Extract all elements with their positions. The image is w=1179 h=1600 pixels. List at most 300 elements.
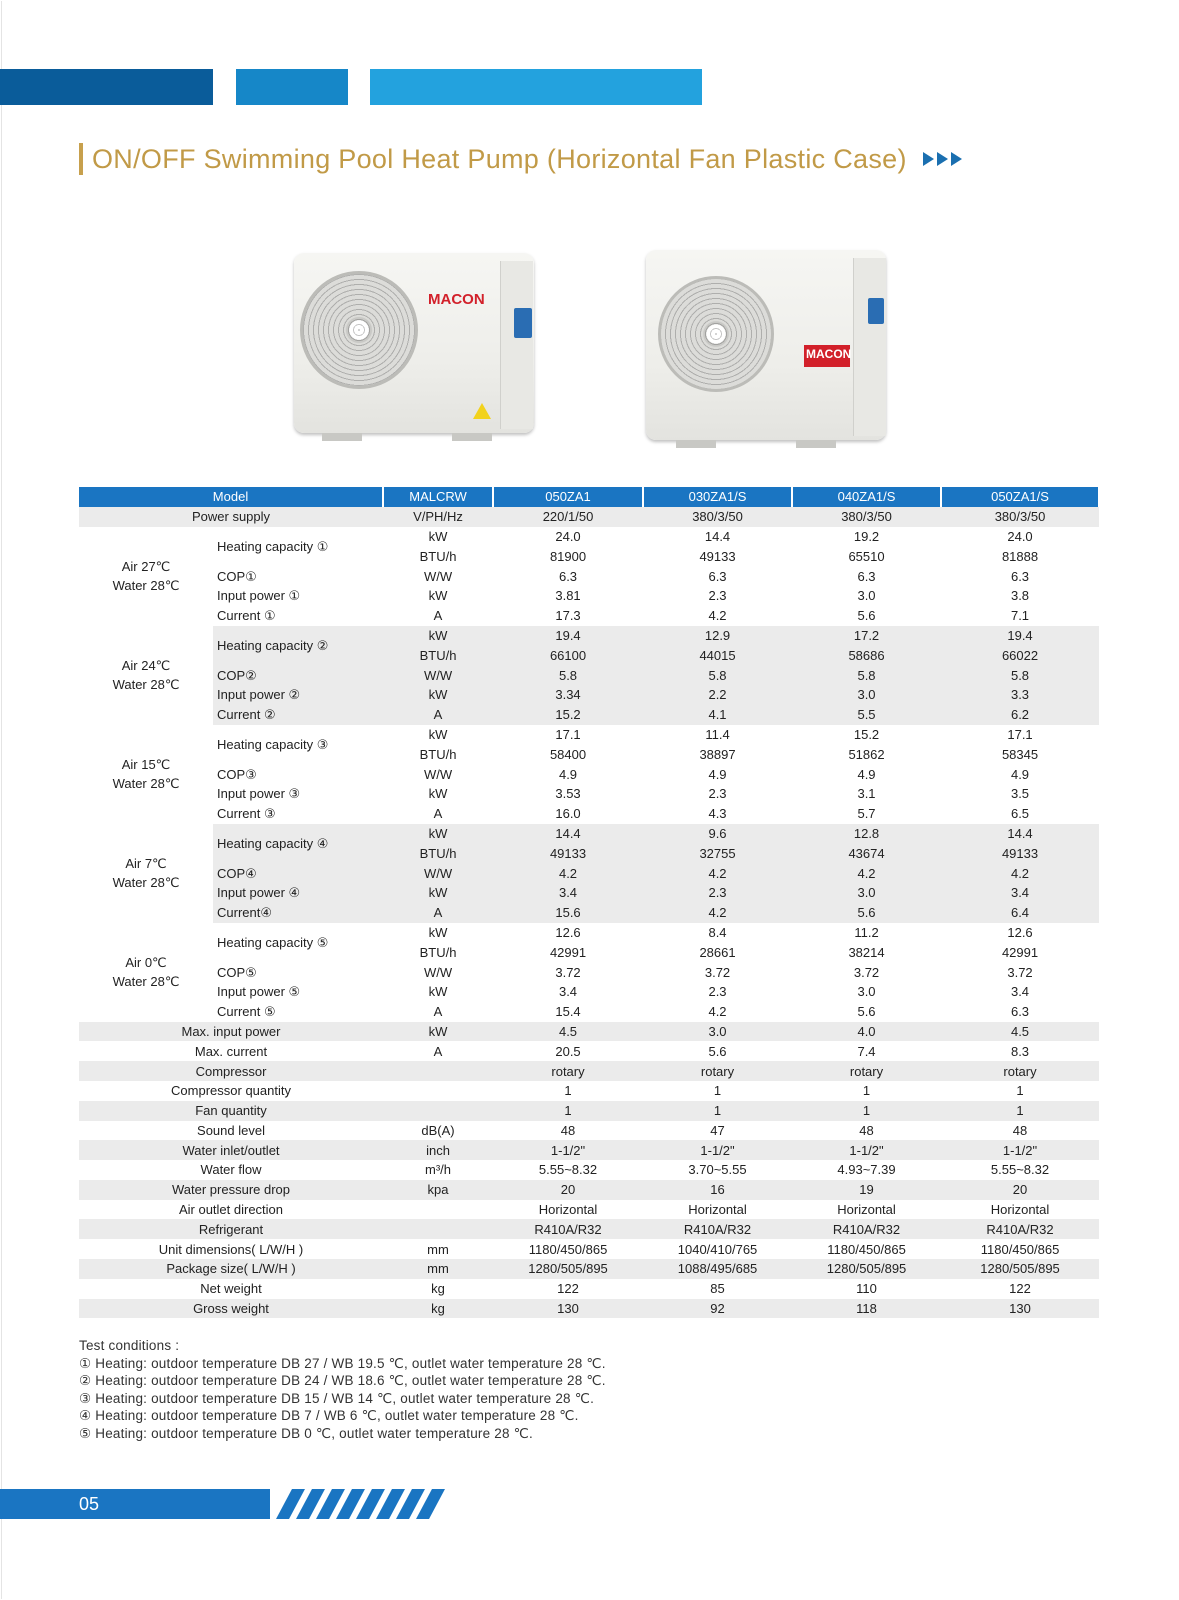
table-row [79,1081,1099,1101]
condition-cell [79,626,213,725]
condition-cell [79,824,213,923]
value-cell: rotary [792,1061,941,1081]
brand-logo: MACON [428,291,485,308]
value-cell: 1 [941,1101,1099,1121]
page-number: 05 [79,1494,100,1514]
value-cell: 1-1/2" [493,1140,643,1160]
value-cell: 380/3/50 [792,507,941,527]
fan-icon [300,271,418,389]
table-row [79,863,1099,883]
value-cell: 19.4 [493,626,643,646]
value-cell: 20.5 [555,1043,581,1059]
value-cell: 3.70~5.55 [688,1162,747,1178]
value-cell: 4.9 [857,766,876,782]
value-cell: rotary [493,1061,643,1081]
row-label: Max. input power [79,1022,383,1042]
value-cell: 38897 [699,746,736,762]
value-cell: 6.3 [1010,568,1030,584]
unit-cell: mm [383,1259,493,1279]
control-box-icon [514,308,532,338]
value-cell: 48 [560,1122,576,1138]
row-label: Input power ④ [213,883,383,903]
header-cell: 040ZA1/S [792,487,941,507]
unit-cell: kW [428,924,448,940]
unit-cell: kW [383,1022,493,1042]
value-cell: 42991 [1001,944,1039,960]
value-cell: 4.3 [708,806,727,822]
table-row [79,1121,1099,1141]
header-bar-mid [236,69,348,105]
value-cell: 12.6 [1007,924,1033,940]
value-cell: 5.8 [792,665,941,685]
table-row [79,962,1099,982]
value-cell: 4.2 [708,608,727,624]
value-cell: 49133 [941,843,1099,863]
value-cell: 28661 [699,944,736,960]
product-image-1 [292,253,542,453]
unit-cell: A [433,1043,443,1059]
table-row [79,1140,1099,1160]
value-cell: 7.4 [857,1043,876,1059]
unit-cell: W/W [423,568,453,584]
value-cell: 5.6 [792,903,941,923]
value-cell: 130 [493,1299,643,1319]
value-cell: 5.55~8.32 [990,1162,1050,1178]
value-cell: 2.3 [643,883,792,903]
row-label: Power supply [79,507,383,527]
value-cell: 12.9 [643,626,792,646]
unit-cell: W/W [383,863,493,883]
table-row [79,487,1099,507]
value-cell: 110 [856,1281,877,1297]
value-cell: 32755 [643,843,792,863]
row-label: Max. current [194,1043,268,1059]
value-cell: 58400 [549,746,587,762]
brand-logo: MACON [806,347,852,361]
value-cell: 3.4 [493,883,643,903]
value-cell: 3.3 [941,685,1099,705]
value-cell: 3.8 [1010,588,1030,604]
value-cell: 17.2 [792,626,941,646]
condition-water: Water 28℃ [112,875,180,891]
value-cell: R410A/R32 [792,1219,941,1239]
value-cell: 4.2 [493,863,643,883]
row-label: Package size( L/W/H ) [79,1259,383,1279]
value-cell: 1 [792,1101,941,1121]
table-row [79,1022,1099,1042]
value-cell: 1 [1016,1083,1024,1099]
value-cell: rotary [643,1061,792,1081]
title-accent-bar [79,143,83,175]
header-cell: 050ZA1/S [941,487,1099,507]
value-cell: 6.3 [558,568,578,584]
value-cell: 380/3/50 [643,507,792,527]
value-cell: 11.4 [705,726,730,742]
value-cell: 122 [557,1281,579,1297]
value-cell: 58686 [792,645,941,665]
triple-triangle-right-icon [923,152,962,166]
value-cell: 19.2 [853,528,880,544]
value-cell: 1180/450/865 [980,1241,1060,1257]
value-cell: 11.2 [854,924,879,940]
value-cell: 5.55~8.32 [538,1162,598,1178]
page-title: ON/OFF Swimming Pool Heat Pump (Horizontal Fan Plastic Case) [92,143,907,174]
header-bar-light [370,69,702,105]
value-cell: 14.4 [493,824,643,844]
row-label: Input power ① [217,588,301,604]
unit-cell: A [433,806,443,822]
row-label: Refrigerant [79,1219,383,1239]
value-cell: 5.6 [708,1043,727,1059]
value-cell: 3.72 [704,964,731,980]
value-cell: 3.4 [558,984,578,1000]
table-row [79,1279,1099,1299]
value-cell: 3.53 [555,786,581,802]
value-cell: 14.4 [704,528,731,544]
unit-cell: A [383,903,493,923]
unit-cell: W/W [383,665,493,685]
value-cell: 47 [710,1122,725,1138]
value-cell: R410A/R32 [941,1219,1099,1239]
table-row [79,725,1099,745]
value-cell: 15.6 [493,903,643,923]
value-cell: 17.3 [555,608,581,624]
value-cell: 81888 [1001,548,1039,564]
header-bar-dark [0,69,213,105]
row-label: Current ⑤ [217,1004,276,1020]
value-cell: 1280/505/895 [941,1259,1099,1279]
value-cell: 1 [564,1083,572,1099]
row-label: Current ② [213,705,383,725]
condition-cell [79,923,213,1022]
unit-cell [383,1081,493,1101]
unit-cell: A [433,608,443,624]
unit-cell: kW [383,883,493,903]
value-cell: 3.72 [1007,964,1033,980]
value-cell: 220/1/50 [493,507,643,527]
table-row [79,1299,1099,1319]
value-cell: 3.1 [857,786,876,802]
condition-air: Air 0℃ [125,955,167,971]
value-cell: 8.3 [1010,1043,1030,1059]
condition-air: Air 27℃ [121,559,171,575]
value-cell: 5.8 [493,665,643,685]
row-label: Water pressure drop [79,1180,383,1200]
table-row [79,1219,1099,1239]
value-cell: 6.3 [1010,1004,1030,1020]
value-cell: 15.4 [555,1004,581,1020]
table-row [79,705,1099,725]
table-row [79,1160,1099,1180]
condition-air: Air 15℃ [121,757,171,773]
value-cell: 4.9 [558,766,578,782]
value-cell: 4.2 [643,903,792,923]
value-cell: 4.93~7.39 [837,1162,896,1178]
table-row [79,507,1099,527]
value-cell: 9.6 [643,824,792,844]
table-row [79,665,1099,685]
test-condition-line: ⑤ Heating: outdoor temperature DB 0 ℃, outlet water temperature 28 ℃. [79,1425,533,1441]
table-row [79,1239,1099,1259]
value-cell: 1 [493,1101,643,1121]
test-condition-line: ② Heating: outdoor temperature DB 24 / WB 18.6 ℃, outlet water temperature 28 ℃. [79,1373,606,1389]
value-cell: 24.0 [1007,528,1033,544]
table-row [79,1259,1099,1279]
unit-cell [383,1101,493,1121]
value-cell: 19.4 [941,626,1099,646]
value-cell: 4.2 [792,863,941,883]
test-conditions [79,1337,606,1443]
value-cell: 1280/505/895 [493,1259,643,1279]
row-label: Fan quantity [79,1101,383,1121]
value-cell: 48 [859,1122,874,1138]
unit-cell: A [383,705,493,725]
value-cell: Horizontal [688,1202,747,1218]
heating-capacity-label: Heating capacity ① [217,538,329,554]
value-cell: 4.2 [708,1004,727,1020]
value-cell: 20 [941,1180,1099,1200]
value-cell: 3.0 [857,984,876,1000]
unit-cell: kW [428,528,448,544]
test-condition-line: ① Heating: outdoor temperature DB 27 / WB 19.5 ℃, outlet water temperature 28 ℃. [79,1355,606,1371]
value-cell: 3.5 [1010,786,1030,802]
value-cell: 15.2 [493,705,643,725]
value-cell: 3.0 [857,588,876,604]
condition-cell [79,725,213,824]
value-cell: 1 [862,1083,871,1099]
value-cell: R410A/R32 [643,1219,792,1239]
table-row [79,1002,1099,1022]
value-cell: 48 [1012,1122,1028,1138]
value-cell: 1180/450/865 [528,1241,608,1257]
table-row [79,982,1099,1002]
unit-cell: kW [383,824,493,844]
value-cell: 14.4 [941,824,1099,844]
unit-cell: BTU/h [419,746,457,762]
value-cell: 38214 [848,944,885,960]
value-cell: 20 [493,1180,643,1200]
value-cell: 42991 [549,944,587,960]
value-cell: 15.2 [853,726,880,742]
heating-capacity-label: Heating capacity ③ [217,736,329,752]
unit-cell: BTU/h [383,843,493,863]
row-label: Air outlet direction [178,1202,284,1218]
value-cell: 51862 [848,746,885,762]
heating-capacity-label: Heating capacity ⑤ [217,934,329,950]
value-cell: 3.72 [853,964,880,980]
value-cell: 4.9 [1010,766,1030,782]
table-row [79,1180,1099,1200]
table-row [79,586,1099,606]
value-cell: 6.3 [708,568,727,584]
table-row [79,1041,1099,1061]
value-cell: 4.2 [643,863,792,883]
value-cell: 3.34 [493,685,643,705]
value-cell: 6.4 [941,903,1099,923]
value-cell: 3.0 [643,1022,792,1042]
value-cell: 49133 [699,548,736,564]
value-cell: 1-1/2" [941,1140,1099,1160]
table-row [79,1101,1099,1121]
value-cell: 6.5 [1010,806,1030,822]
spec-table [79,487,1100,1318]
table-row [79,784,1099,804]
unit-cell: kg [383,1299,493,1319]
footer-bar [0,1489,270,1519]
value-cell: 5.6 [857,1004,876,1020]
value-cell: rotary [941,1061,1099,1081]
condition-water: Water 28℃ [112,677,180,693]
header-model: Model [79,487,383,507]
value-cell: 1088/495/685 [643,1259,792,1279]
warning-icon [473,403,491,419]
row-label: COP③ [217,766,257,782]
value-cell: 122 [1009,1281,1031,1297]
value-cell: 7.1 [1010,608,1030,624]
table-row [79,606,1099,626]
row-label: Current④ [213,903,383,923]
table-row [79,883,1099,903]
row-label: Input power ⑤ [217,984,301,1000]
product-image-2 [646,248,886,453]
unit-cell: BTU/h [383,645,493,665]
table-row [79,764,1099,784]
value-cell: 4.1 [643,705,792,725]
value-cell: 8.4 [708,924,727,940]
unit-cell: V/PH/Hz [383,507,493,527]
value-cell: 6.2 [941,705,1099,725]
unit-cell [383,1061,493,1081]
unit-cell [383,1200,493,1220]
value-cell: 17.1 [555,726,581,742]
header-cell: 030ZA1/S [643,487,792,507]
value-cell: 44015 [643,645,792,665]
unit-cell: kpa [383,1180,493,1200]
row-label: COP① [217,568,257,584]
fan-icon [658,276,774,392]
unit-cell: kW [383,685,493,705]
unit-cell: A [433,1004,443,1020]
unit-cell: kW [428,726,448,742]
condition-water: Water 28℃ [112,776,180,792]
row-label: COP⑤ [217,964,257,980]
unit-cell: BTU/h [419,548,457,564]
value-cell: 130 [941,1299,1099,1319]
value-cell: 2.3 [708,984,727,1000]
value-cell: 6.3 [857,568,876,584]
row-label: Input power ② [213,685,383,705]
value-cell: 4.0 [792,1022,941,1042]
condition-water: Water 28℃ [112,974,180,990]
unit-cell: kW [428,984,448,1000]
value-cell: 3.4 [941,883,1099,903]
value-cell: 65510 [848,548,885,564]
footer-stripes-icon [262,1489,442,1519]
table-row [79,824,1099,844]
value-cell: 1-1/2" [643,1140,792,1160]
value-cell: 5.7 [857,806,876,822]
test-condition-line: ③ Heating: outdoor temperature DB 15 / WB 14 ℃, outlet water temperature 28 ℃. [79,1390,595,1406]
value-cell: 3.4 [1010,984,1030,1000]
value-cell: 1280/505/895 [792,1259,941,1279]
condition-water: Water 28℃ [112,578,180,594]
table-row [79,903,1099,923]
value-cell: 19 [792,1180,941,1200]
row-label: Water flow [200,1162,262,1178]
value-cell: 81900 [549,548,587,564]
unit-cell: kW [383,626,493,646]
value-cell: 66100 [493,645,643,665]
heating-capacity-label: Heating capacity ② [213,626,383,666]
table-row [79,1061,1099,1081]
value-cell: 5.6 [857,608,876,624]
value-cell: 4.9 [708,766,727,782]
value-cell: 92 [643,1299,792,1319]
value-cell: 16 [643,1180,792,1200]
unit-cell [383,1219,493,1239]
row-label: Sound level [197,1122,265,1138]
condition-air: Air 24℃ [121,658,171,674]
value-cell: 85 [710,1281,725,1297]
value-cell: 17.1 [1007,726,1033,742]
unit-cell: m³/h [425,1162,452,1178]
value-cell: Horizontal [538,1202,598,1218]
header-cell: 050ZA1 [493,487,643,507]
value-cell: 12.6 [555,924,581,940]
table-row [79,1200,1099,1220]
table-row [79,566,1099,586]
value-cell: 1040/410/765 [677,1241,758,1257]
value-cell: 66022 [941,645,1099,665]
heating-capacity-label: Heating capacity ④ [213,824,383,864]
test-conditions-heading: Test conditions : [79,1338,180,1353]
value-cell: 3.72 [555,964,581,980]
value-cell: 5.8 [941,665,1099,685]
value-cell: 12.8 [792,824,941,844]
unit-cell: kW [428,588,448,604]
table-row [79,804,1099,824]
table-row [79,685,1099,705]
row-label: Compressor [79,1061,383,1081]
value-cell: 1 [643,1101,792,1121]
value-cell: 2.2 [643,685,792,705]
value-cell: 16.0 [555,806,581,822]
unit-cell: BTU/h [419,944,457,960]
value-cell: 3.0 [792,685,941,705]
table-row [79,923,1099,943]
table-row [79,626,1099,646]
value-cell: 58345 [1001,746,1039,762]
value-cell: 1180/450/865 [827,1241,906,1257]
value-cell: 1 [713,1083,722,1099]
page-title-block [79,142,962,176]
control-box-icon [868,298,884,324]
unit-cell: inch [383,1140,493,1160]
value-cell: R410A/R32 [493,1219,643,1239]
condition-cell [79,527,213,626]
table-row [79,527,1099,547]
row-label: Unit dimensions( L/W/H ) [158,1241,304,1257]
value-cell: 1-1/2" [792,1140,941,1160]
row-label: Current ① [217,608,276,624]
unit-cell: kW [428,786,448,802]
value-cell: 4.5 [941,1022,1099,1042]
value-cell: 43674 [792,843,941,863]
unit-cell: mm [427,1241,449,1257]
row-label: Input power ③ [217,786,301,802]
value-cell: 4.5 [493,1022,643,1042]
row-label: Gross weight [79,1299,383,1319]
